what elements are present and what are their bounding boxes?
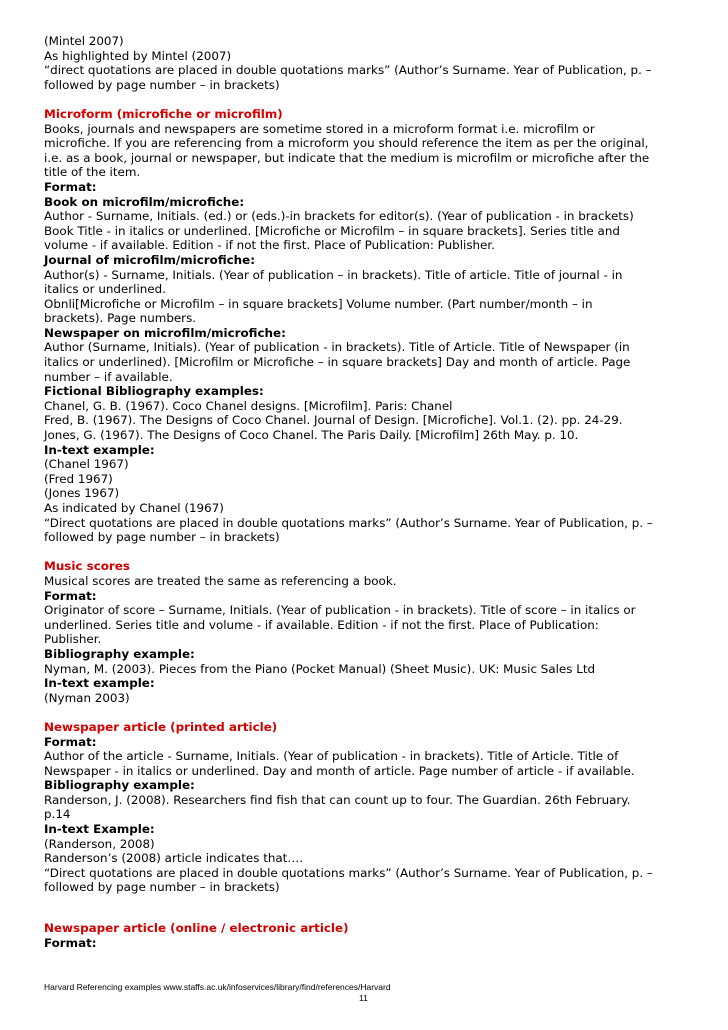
- subheading: Format:: [44, 734, 97, 749]
- subheading: Format:: [44, 935, 97, 950]
- text-line: As indicated by Chanel (1967): [44, 501, 224, 515]
- text-line: Author(s) - Surname, Initials. (Year of publication – in brackets). Title of article. Title of journal - in: [44, 267, 623, 282]
- text-line: Originator of score – Surname, Initials. (Year of publication - in brackets). Title of score – in italics or: [44, 603, 636, 618]
- section-spacer: [44, 545, 694, 560]
- text-line: Obnli[Microfiche or Microfilm – in square brackets] Volume number. (Part number/month – in: [44, 296, 593, 311]
- text-line: brackets). Page numbers.: [44, 311, 197, 326]
- text-line: Publisher.: [44, 632, 102, 647]
- text-line: Newspaper - in italics or underlined. Day and month of article. Page number of article - if available.: [44, 763, 635, 778]
- text-line: Randerson’s (2008) article indicates that….: [44, 851, 304, 866]
- text-line: (Nyman 2003): [44, 690, 130, 705]
- subheading: Book on microfilm/microfiche:: [44, 194, 245, 209]
- text-line: As highlighted by Mintel (2007): [44, 48, 232, 63]
- section-spacer: [44, 705, 694, 720]
- subheading: In-text example:: [44, 442, 155, 457]
- section-spacer: [44, 92, 694, 107]
- section-heading: Microform (microfiche or microfilm): [44, 106, 283, 121]
- subheading: In-text Example:: [44, 822, 155, 837]
- subheading: Bibliography example:: [44, 778, 195, 793]
- page-footer: [44, 982, 684, 1003]
- section-spacer: [44, 895, 694, 921]
- text-line: Books, journals and newspapers are sometime stored in a microform format i.e. microfilm or: [44, 121, 595, 136]
- text-line: (Mintel 2007): [44, 34, 124, 48]
- text-line: italics or underlined.: [44, 282, 166, 297]
- text-line: underlined. Series title and volume - if available. Edition - if not the first. Place of Publication:: [44, 617, 599, 632]
- text-line: followed by page number – in brackets): [44, 880, 280, 895]
- section-heading: Newspaper article (online / electronic article): [44, 921, 349, 936]
- text-line: Author of the article - Surname, Initials. (Year of publication - in brackets). Title of Article. Title of: [44, 749, 619, 764]
- section-heading: Newspaper article (printed article): [44, 719, 278, 734]
- text-line: volume - if available. Edition - if not the first. Place of Publication: Publisher.: [44, 238, 495, 253]
- text-line: microfiche. If you are referencing from a microform you should reference the item as per the original,: [44, 136, 649, 151]
- text-line: “Direct quotations are placed in double quotations marks” (Author’s Surname. Year of Publication, p. –: [44, 865, 653, 880]
- text-line: (Randerson, 2008): [44, 836, 155, 851]
- text-line: Musical scores are treated the same as referencing a book.: [44, 573, 397, 588]
- text-line: Jones, G. (1967). The Designs of Coco Chanel. The Paris Daily. [Microfilm] 26th May. p. 10.: [44, 428, 579, 443]
- text-line: Chanel, G. B. (1967). Coco Chanel designs. [Microfilm]. Paris: Chanel: [44, 398, 453, 413]
- subheading: Fictional Bibliography examples:: [44, 384, 264, 399]
- text-line: Nyman, M. (2003). Pieces from the Piano (Pocket Manual) (Sheet Music). UK: Music Sales Ltd: [44, 661, 596, 676]
- subheading: In-text example:: [44, 676, 155, 691]
- text-line: italics or underlined). [Microfilm or Microfiche – in square brackets] Day and month of article. Page: [44, 355, 631, 370]
- text-line: (Chanel 1967): [44, 457, 129, 472]
- text-line: Fred, B. (1967). The Designs of Coco Chanel. Journal of Design. [Microfiche]. Vol.1. (2). pp. 24-29.: [44, 413, 623, 428]
- text-line: (Jones 1967): [44, 486, 120, 501]
- text-line: i.e. as a book, journal or newspaper, but indicate that the medium is microfilm or microfiche after the: [44, 150, 650, 165]
- text-line: (Fred 1967): [44, 471, 113, 486]
- footer-text: Harvard Referencing examples www.staffs.ac.uk/infoservices/library/find/references/Harvard: [44, 982, 391, 992]
- text-line: followed by page number – in brackets): [44, 77, 280, 92]
- text-line: “direct quotations are placed in double quotations marks” (Author’s Surname. Year of Publication, p. –: [44, 63, 652, 78]
- subheading: Journal of microfilm/microfiche:: [44, 252, 255, 267]
- text-line: Author (Surname, Initials). (Year of publication - in brackets). Title of Article. Title of Newspaper (in: [44, 340, 630, 355]
- text-line: Randerson, J. (2008). Researchers find fish that can count up to four. The Guardian. 26th February.: [44, 792, 631, 807]
- text-line: title of the item.: [44, 165, 141, 180]
- text-line: number – if available.: [44, 369, 173, 384]
- page-number: 11: [359, 993, 368, 1003]
- subheading: Format:: [44, 588, 97, 603]
- text-line: followed by page number – in brackets): [44, 530, 280, 545]
- subheading: Bibliography example:: [44, 646, 195, 661]
- text-line: p.14: [44, 807, 71, 822]
- text-line: “Direct quotations are placed in double quotations marks” (Author’s Surname. Year of Publication, p. –: [44, 515, 653, 530]
- text-line: Author - Surname, Initials. (ed.) or (eds.)-in brackets for editor(s). (Year of publication - in brackets): [44, 209, 634, 224]
- section-heading: Music scores: [44, 559, 130, 574]
- subheading: Format:: [44, 179, 97, 194]
- document-body: [44, 34, 694, 950]
- subheading: Newspaper on microfilm/microfiche:: [44, 325, 286, 340]
- text-line: Book Title - in italics or underlined. [Microfiche or Microfilm – in square brackets]. Series title and: [44, 223, 620, 238]
